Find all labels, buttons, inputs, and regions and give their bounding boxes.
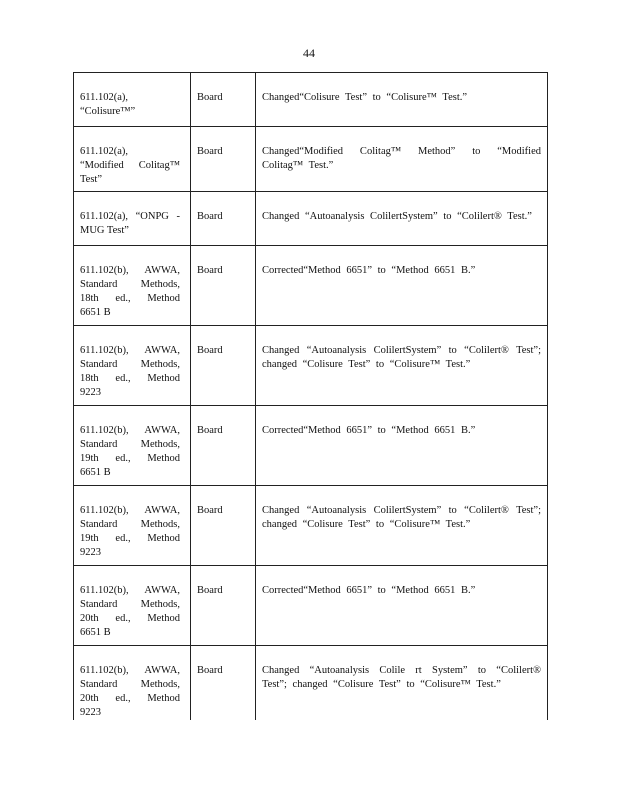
change-cell: Corrected“Method 6651” to “Method 6651 B.” (256, 406, 548, 486)
change-cell: Changed“Modified Colitag™ Method” to “Modified Colitag™ Test.” (256, 127, 548, 192)
table-row (74, 326, 548, 406)
entity-cell: Board (191, 566, 256, 646)
entity-cell: Board (191, 246, 256, 326)
change-cell: Changed “Autoanalysis ColilertSystem” to “Colilert® Test.” (256, 192, 548, 246)
table-row (74, 73, 548, 127)
entity-cell: Board (191, 486, 256, 566)
section-cell: 611.102(b), AWWA, Standard Methods, 20th ed., Method 9223 (74, 646, 191, 721)
table-row (74, 486, 548, 566)
change-cell: Corrected“Method 6651” to “Method 6651 B.” (256, 246, 548, 326)
entity-cell: Board (191, 73, 256, 127)
entity-cell: Board (191, 326, 256, 406)
change-cell: Changed “Autoanalysis Colile rt System” to “Colilert® Test”; changed “Colisure Test” to “Colisure™ Test.” (256, 646, 548, 721)
section-cell: 611.102(a), “Colisure™” (74, 73, 191, 127)
changes-table (73, 72, 548, 720)
entity-cell: Board (191, 646, 256, 721)
change-cell: Changed “Autoanalysis ColilertSystem” to “Colilert® Test”; changed “Colisure Test” to “Colisure™ Test.” (256, 486, 548, 566)
change-cell: Corrected“Method 6651” to “Method 6651 B.” (256, 566, 548, 646)
section-cell: 611.102(b), AWWA, Standard Methods, 18th ed., Method 9223 (74, 326, 191, 406)
table-row (74, 127, 548, 192)
table-row (74, 192, 548, 246)
section-cell: 611.102(b), AWWA, Standard Methods, 18th ed., Method 6651 B (74, 246, 191, 326)
entity-cell: Board (191, 192, 256, 246)
table-row (74, 246, 548, 326)
table-row (74, 646, 548, 721)
change-cell: Changed “Autoanalysis ColilertSystem” to “Colilert® Test”; changed “Colisure Test” to “Colisure™ Test.” (256, 326, 548, 406)
entity-cell: Board (191, 127, 256, 192)
section-cell: 611.102(b), AWWA, Standard Methods, 20th ed., Method 6651 B (74, 566, 191, 646)
table-row (74, 406, 548, 486)
page-number: 44 (303, 46, 315, 60)
section-cell: 611.102(b), AWWA, Standard Methods, 19th ed., Method 6651 B (74, 406, 191, 486)
section-cell: 611.102(a), “ONPG - MUG Test” (74, 192, 191, 246)
section-cell: 611.102(a), “Modified Colitag™ Test” (74, 127, 191, 192)
table-row (74, 566, 548, 646)
entity-cell: Board (191, 406, 256, 486)
section-cell: 611.102(b), AWWA, Standard Methods, 19th ed., Method 9223 (74, 486, 191, 566)
change-cell: Changed“Colisure Test” to “Colisure™ Test.” (256, 73, 548, 127)
